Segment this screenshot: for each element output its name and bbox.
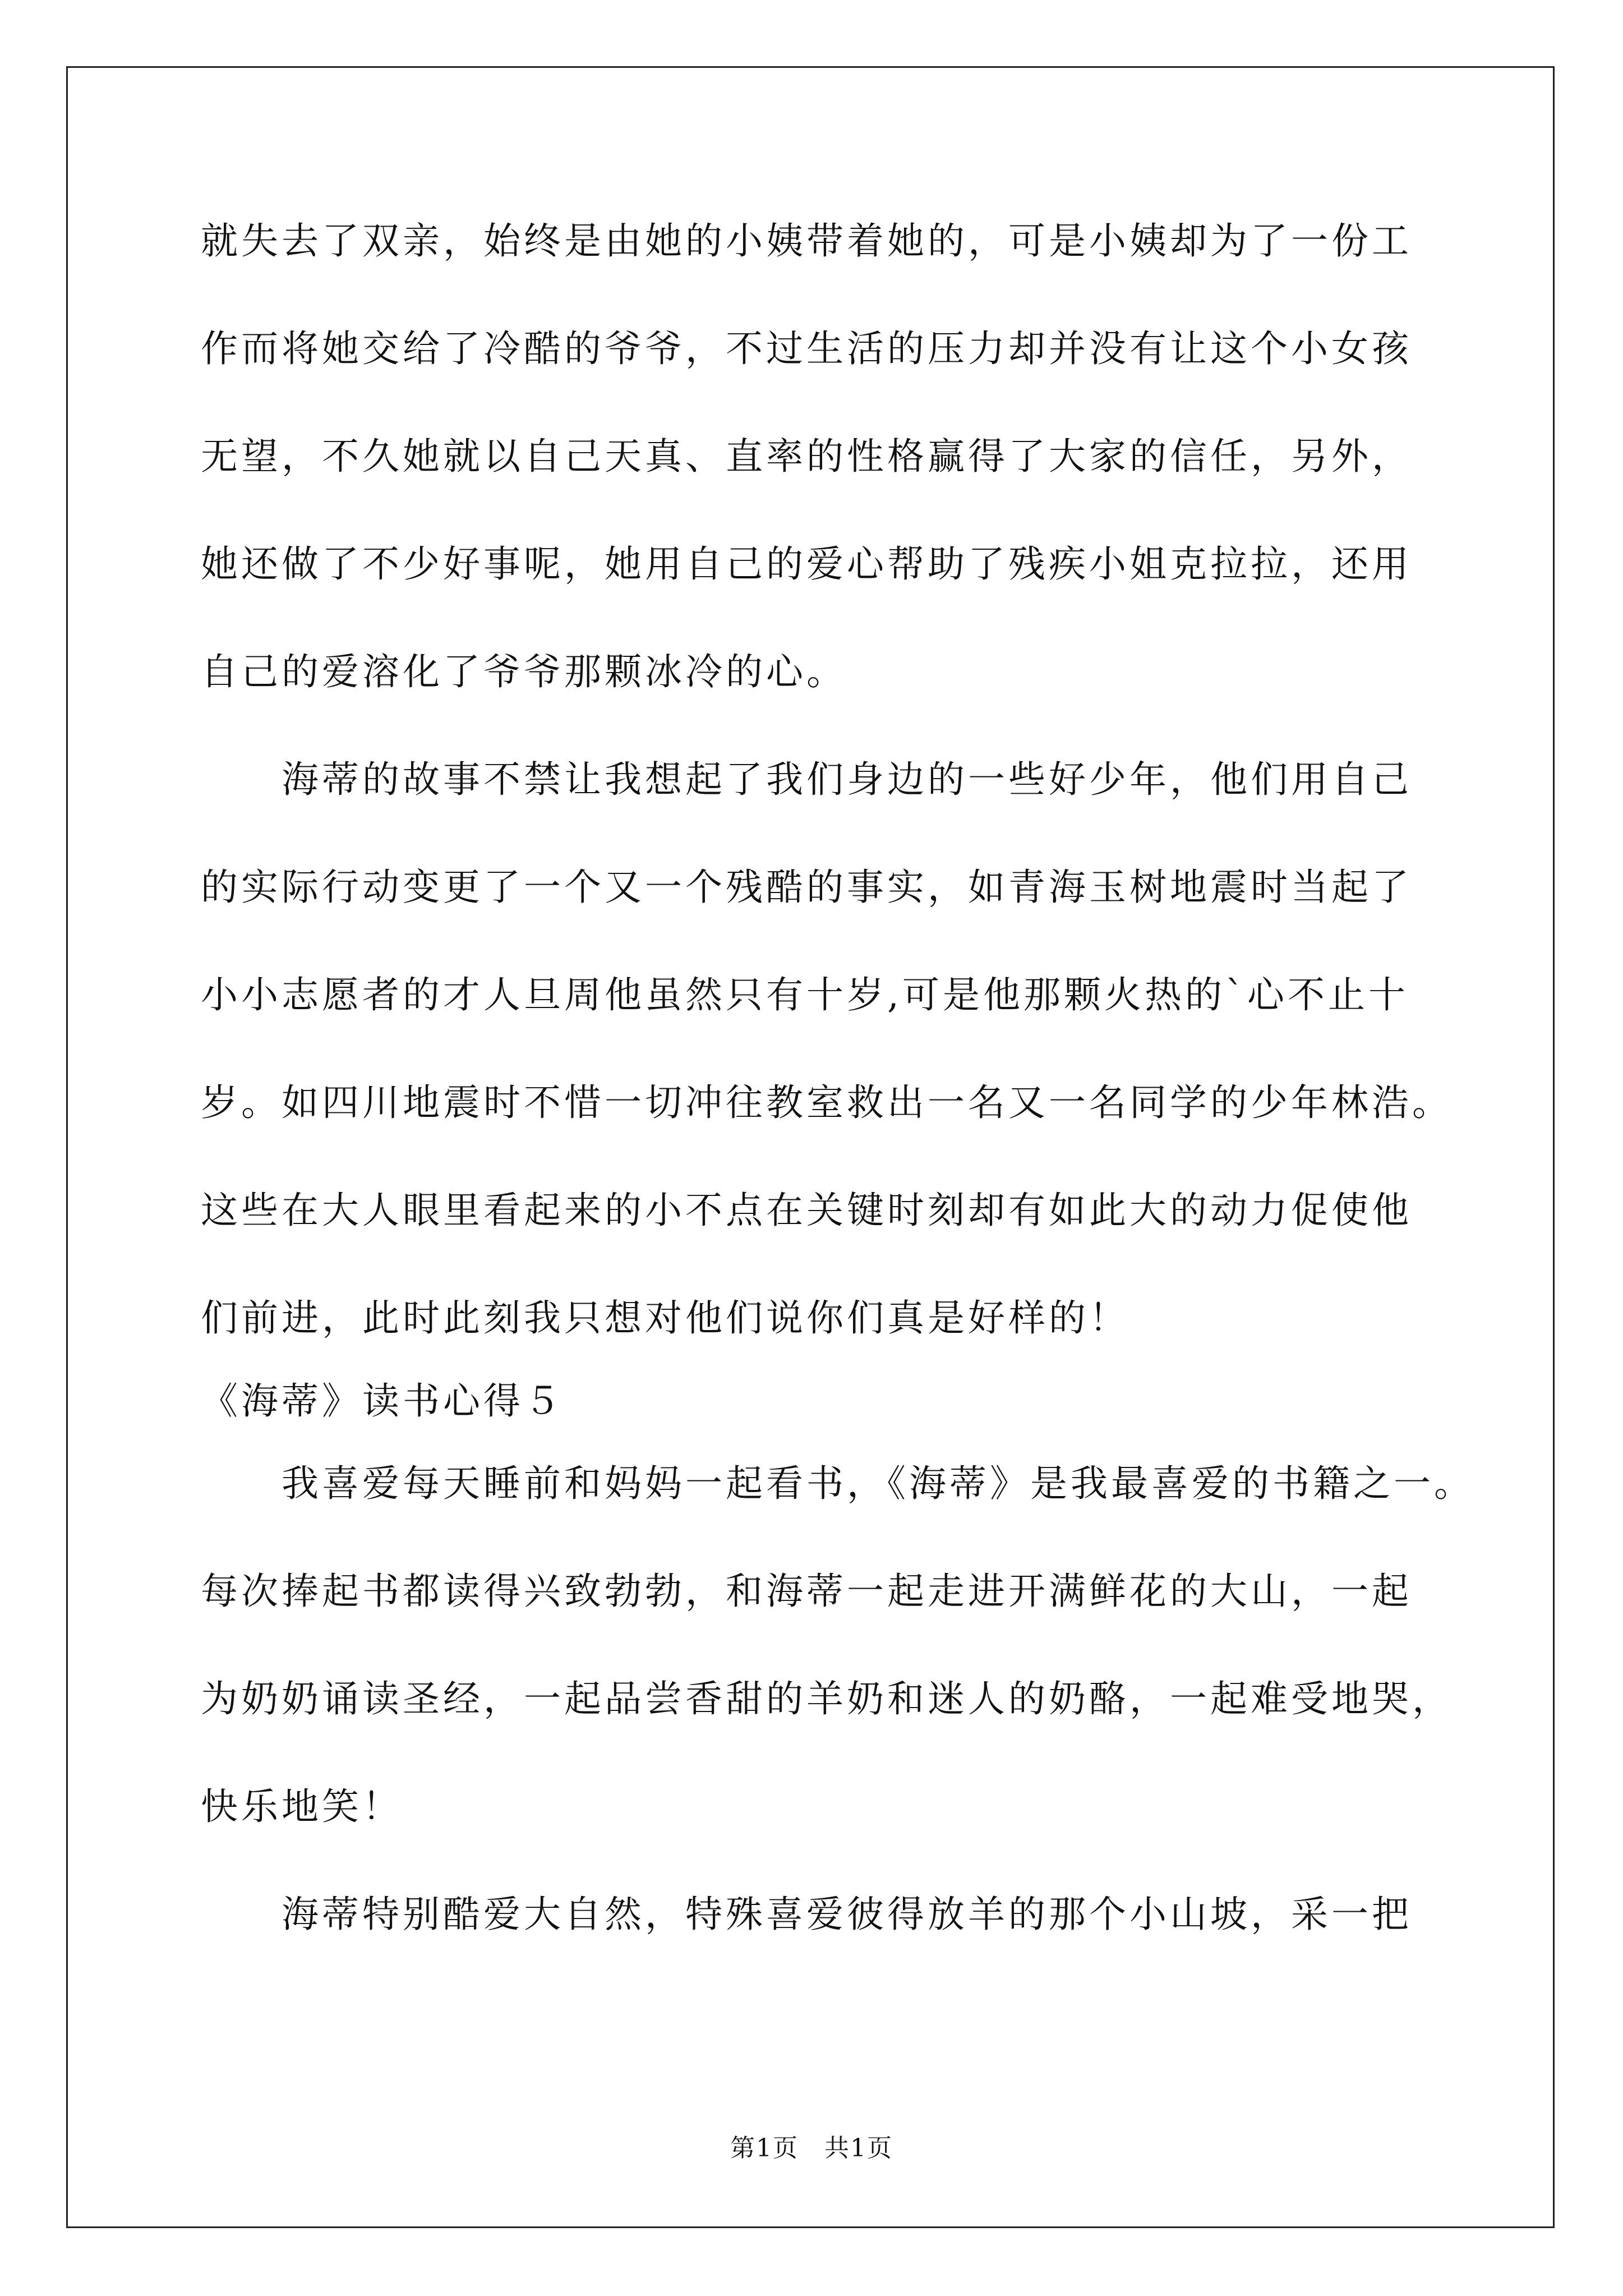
text-line: 自己的爱溶化了爷爷那颗冰冷的心。 (201, 650, 847, 693)
text-line: 无望，不久她就以自己天真、直率的性格赢得了大家的信任，另外， (201, 435, 1412, 478)
text-line: 就失去了双亲，始终是由她的小姨带着她的，可是小姨却为了一份工 (201, 219, 1412, 263)
text-line: 的实际行动变更了一个又一个残酷的事实，如青海玉树地震时当起了 (201, 866, 1412, 909)
text-line: 为奶奶诵读圣经，一起品尝香甜的羊奶和迷人的奶酪，一起难受地哭， (201, 1677, 1453, 1720)
text-line: 们前进，此时此刻我只想对他们说你们真是好样的！ (201, 1296, 1129, 1340)
text-line: 海蒂特别酷爱大自然，特殊喜爱彼得放羊的那个小山坡，采一把 (201, 1893, 1412, 1936)
text-line: 我喜爱每天睡前和妈妈一起看书，《海蒂》是我最喜爱的书籍之一。 (201, 1462, 1474, 1505)
text-line: 小小志愿者的才人旦周他虽然只有十岁,可是他那颗火热的`心不止十 (201, 973, 1409, 1016)
text-line: 海蒂的故事不禁让我想起了我们身边的一些好少年，他们用自己 (201, 758, 1412, 801)
text-line: 作而将她交给了冷酷的爷爷，不过生活的压力却并没有让这个小女孩 (201, 327, 1412, 370)
text-line: 每次捧起书都读得兴致勃勃，和海蒂一起走进开满鲜花的大山，一起 (201, 1570, 1412, 1613)
text-line: 这些在大人眼里看起来的小不点在关键时刻却有如此大的动力促使他 (201, 1189, 1412, 1232)
page-footer: 第1页 共1页 (730, 2134, 893, 2162)
text-line: 岁。如四川地震时不惜一切冲往教室救出一名又一名同学的少年林浩。 (201, 1081, 1453, 1124)
text-line: 快乐地笑！ (201, 1785, 403, 1828)
section-heading: 《海蒂》读书心得５ (201, 1379, 564, 1423)
text-line: 她还做了不少好事呢，她用自己的爱心帮助了残疾小姐克拉拉，还用 (201, 542, 1412, 586)
